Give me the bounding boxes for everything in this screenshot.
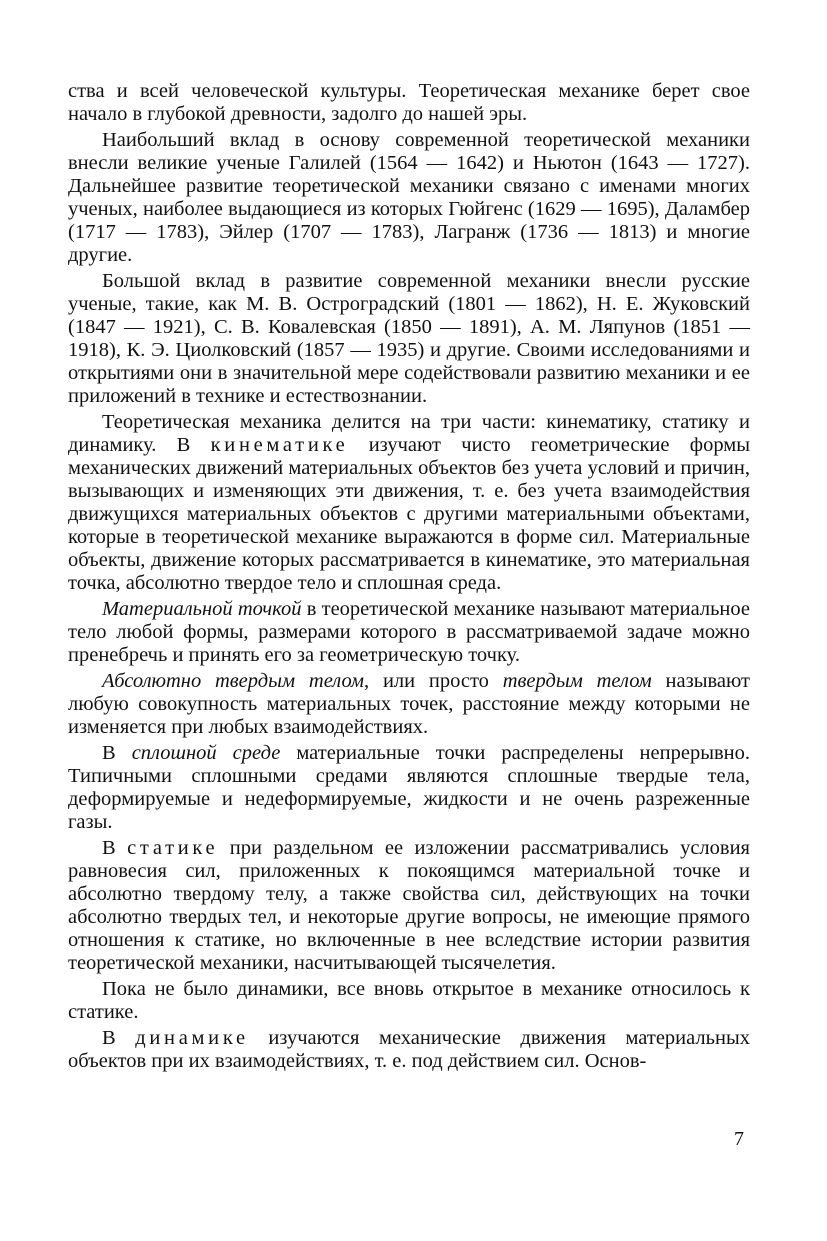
text-run: Большой вклад в развитие современной механики внесли русские ученые, такие, как М. В. Остроградский (1801 — 1862), Н. Е. Жуковский (1847 — 1921), С. В. Ковалевская (1850 — 1891), А. М. Ляпунов (1851 — 1918), К. Э. Циолковский (1857 — 1935) и другие. Своими исследованиями и открытиями они в значительной мере содействовали развитию механики и ее приложений в технике и естествознании. xyxy=(68,270,750,407)
paragraph xyxy=(68,978,750,1024)
page-number: 7 xyxy=(734,1128,744,1150)
paragraph xyxy=(68,670,750,739)
italic-term: Материальной точкой xyxy=(102,598,302,620)
text-run: В xyxy=(102,837,128,859)
paragraph xyxy=(68,129,750,267)
text-run: при раздельном ее изложении рассматривались условия равновесия сил, приложенных к покоящимся материальной точке и абсолютно твердому телу, а также свойства сил, действующих на точки абсолютно твердых тел, и некоторые другие вопросы, не имеющие прямого отношения к статике, но включенные в нее вследствие истории развития теоретической механики, насчитывающей тысячелетия. xyxy=(68,837,750,974)
spaced-term: кинематике xyxy=(210,434,349,456)
italic-term: Абсолютно твердым телом xyxy=(102,670,365,692)
text-run: В xyxy=(102,742,132,764)
text-run: ства и всей человеческой культуры. Теоретическая механике берет свое начало в глубокой древности, задолго до нашей эры. xyxy=(68,80,750,125)
text-run: в теоретической механике называют материальное тело любой формы, размерами которого в рассматриваемой задаче можно пренебречь и принять его за геометрическую точку. xyxy=(68,598,750,666)
paragraph xyxy=(68,270,750,408)
text-run: называют любую совокупность материальных точек, расстояние между которыми не изменяется при любых взаимодействиях. xyxy=(68,670,751,738)
paragraph xyxy=(68,411,750,595)
text-run: Теоретическая механика делится на три части: кинематику, статику и динамику. В xyxy=(68,411,750,456)
text-run: изучают чисто геометрические формы механических движений материальных объектов без учета условий и причин, вызывающих и изменяющих эти движения, т. е. без учета взаимодействия движущихся материальных объектов с другими материальными объектами, которые в теоретической механике выражаются в форме сил. Материальные объекты, движение которых рассматривается в кинематике, это материальная точка, абсолютно твердое тело и сплошная среда. xyxy=(68,434,750,594)
text-run: Пока не было динамики, все вновь открытое в механике относилось к статике. xyxy=(68,978,750,1023)
paragraph xyxy=(68,837,750,975)
spaced-term: статике xyxy=(127,837,219,859)
italic-term: сплошной среде xyxy=(131,742,281,764)
italic-term: твердым телом xyxy=(502,670,652,692)
text-run: материальные точки распределены непрерывно. Типичными сплошными средами являются сплошные твердые тела, деформируемые и недеформируемые, жидкости и не очень разреженные газы. xyxy=(68,742,750,833)
paragraph xyxy=(68,598,750,667)
paragraph xyxy=(68,1027,750,1073)
text-run: , или просто xyxy=(364,670,503,692)
text-run: В xyxy=(102,1027,136,1049)
paragraph xyxy=(68,742,750,834)
text-run: Наибольший вклад в основу современной теоретической механики внесли великие ученые Галилей (1564 — 1642) и Ньютон (1643 — 1727). Дальнейшее развитие теоретической механики связано с именами многих ученых, наиболее выдающиеся из которых Гюйгенс (1629 — 1695), Даламбер (1717 — 1783), Эйлер (1707 — 1783), Лагранж (1736 — 1813) и многие другие. xyxy=(68,129,750,266)
spaced-term: динамике xyxy=(135,1027,249,1049)
text-run: изучаются механические движения материальных объектов при их взаимодействиях, т. е. под действием сил. Основ- xyxy=(68,1027,750,1072)
page-body xyxy=(68,80,750,1073)
paragraph xyxy=(68,80,750,126)
